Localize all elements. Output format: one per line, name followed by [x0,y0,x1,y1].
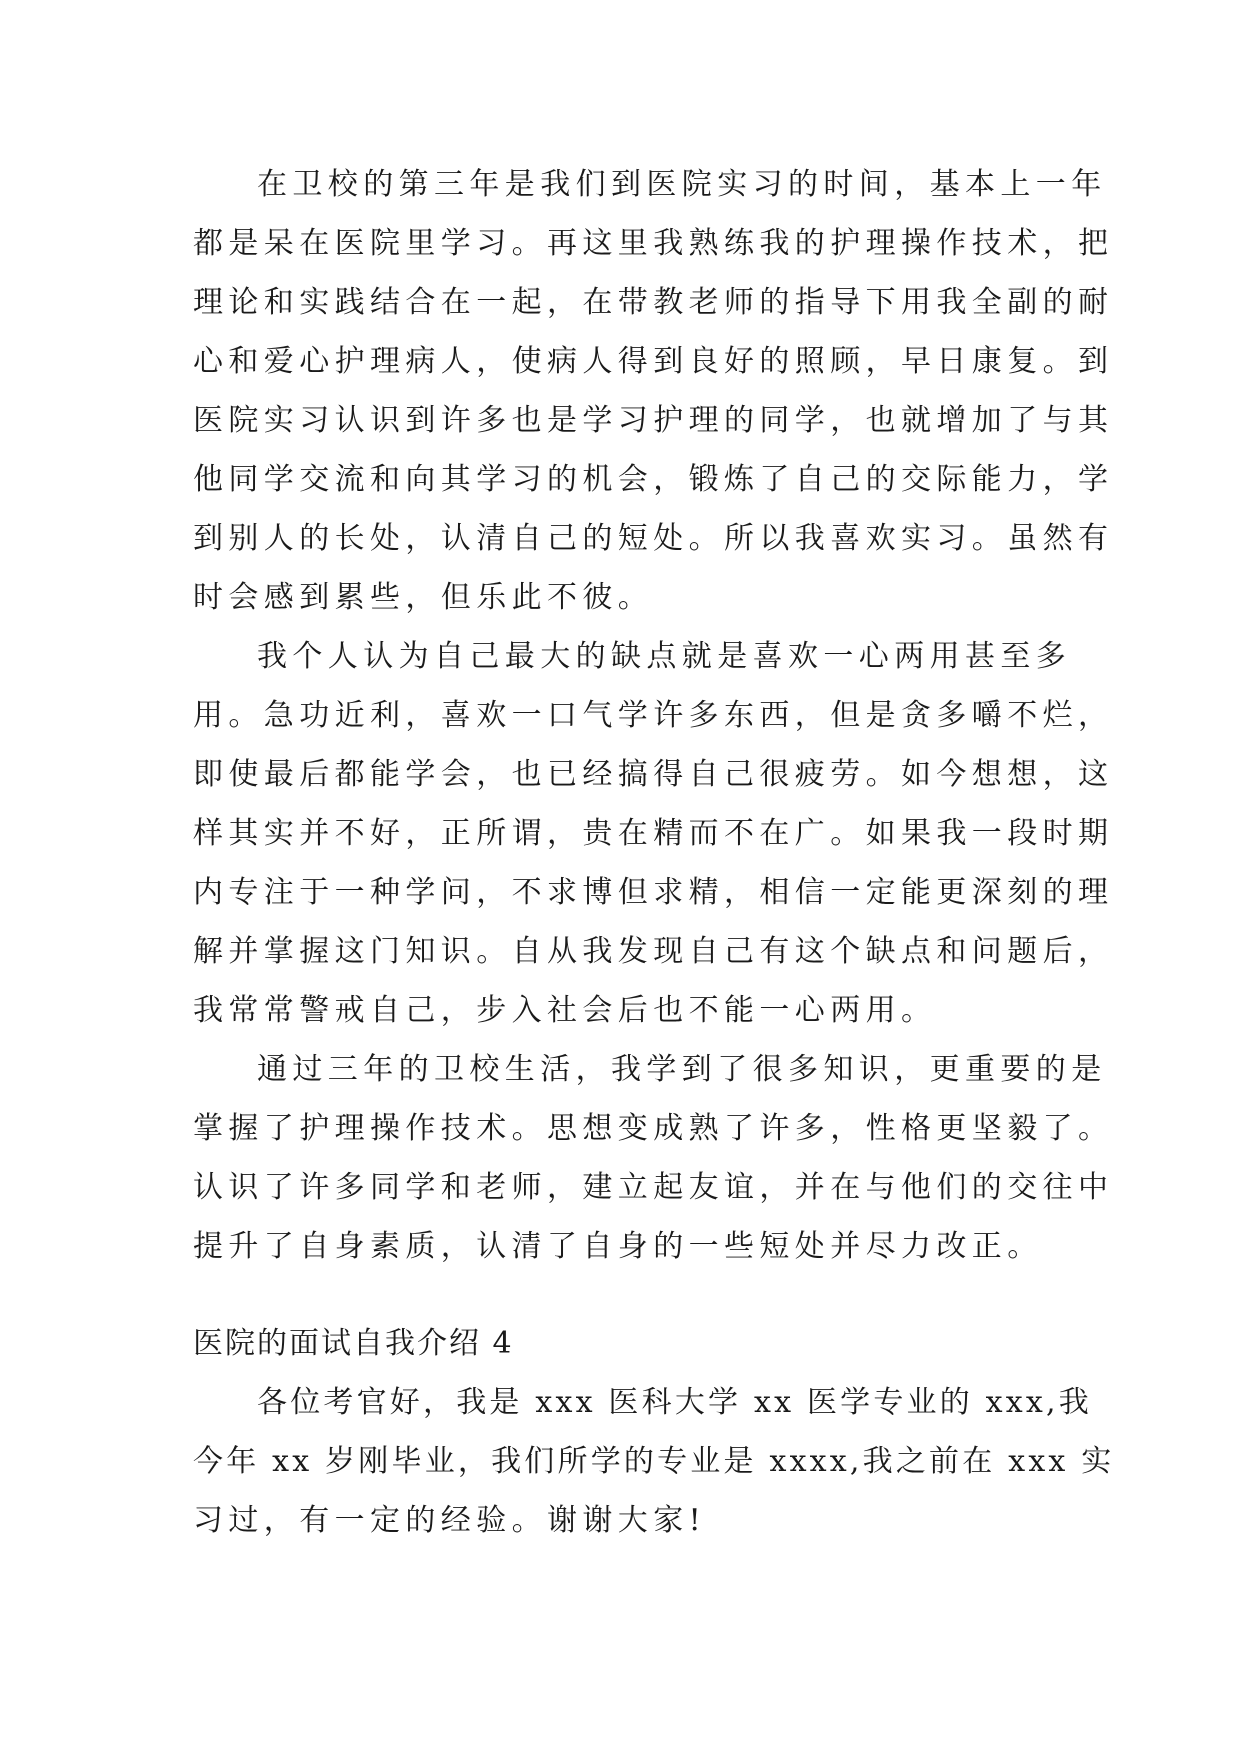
section-heading: 医院的面试自我介绍 4 [193,1326,514,1361]
paragraph-line: 理论和实践结合在一起，在带教老师的指导下用我全副的耐 [193,285,1114,320]
paragraph-line: 在卫校的第三年是我们到医院实习的时间，基本上一年 [257,167,1107,202]
paragraph-line: 我常常警戒自己，步入社会后也不能一心两用。 [193,993,937,1028]
paragraph-line: 医院实习认识到许多也是学习护理的同学，也就增加了与其 [193,403,1114,438]
paragraph-line: 认识了许多同学和老师，建立起友谊，并在与他们的交往中 [193,1170,1114,1205]
paragraph-line: 我个人认为自己最大的缺点就是喜欢一心两用甚至多 [257,639,1072,674]
paragraph-line: 内专注于一种学问，不求博但求精，相信一定能更深刻的理 [193,875,1114,910]
paragraph-line: 都是呆在医院里学习。再这里我熟练我的护理操作技术，把 [193,226,1114,261]
paragraph-line: 到别人的长处，认清自己的短处。所以我喜欢实习。虽然有 [193,521,1114,556]
paragraph-line: 解并掌握这门知识。自从我发现自己有这个缺点和问题后， [193,934,1114,969]
paragraph-line: 即使最后都能学会，也已经搞得自己很疲劳。如今想想，这 [193,757,1114,792]
paragraph-line: 时会感到累些，但乐此不彼。 [193,580,654,615]
paragraph-line: 掌握了护理操作技术。思想变成熟了许多，性格更坚毅了。 [193,1111,1114,1146]
paragraph-line: 心和爱心护理病人，使病人得到良好的照顾，早日康复。到 [193,344,1114,379]
paragraph-line: 用。急功近利，喜欢一口气学许多东西，但是贪多嚼不烂， [193,698,1114,733]
paragraph-line: 今年 xx 岁刚毕业，我们所学的专业是 xxxx,我之前在 xxx 实 [193,1444,1115,1479]
paragraph-line: 样其实并不好，正所谓，贵在精而不在广。如果我一段时期 [193,816,1114,851]
paragraph-line: 各位考官好，我是 xxx 医科大学 xx 医学专业的 xxx,我 [257,1385,1092,1420]
paragraph-line: 提升了自身素质，认清了自身的一些短处并尽力改正。 [193,1229,1043,1264]
paragraph-line: 通过三年的卫校生活，我学到了很多知识，更重要的是 [257,1052,1107,1087]
paragraph-line: 习过，有一定的经验。谢谢大家! [193,1503,707,1538]
paragraph-line: 他同学交流和向其学习的机会，锻炼了自己的交际能力，学 [193,462,1114,497]
